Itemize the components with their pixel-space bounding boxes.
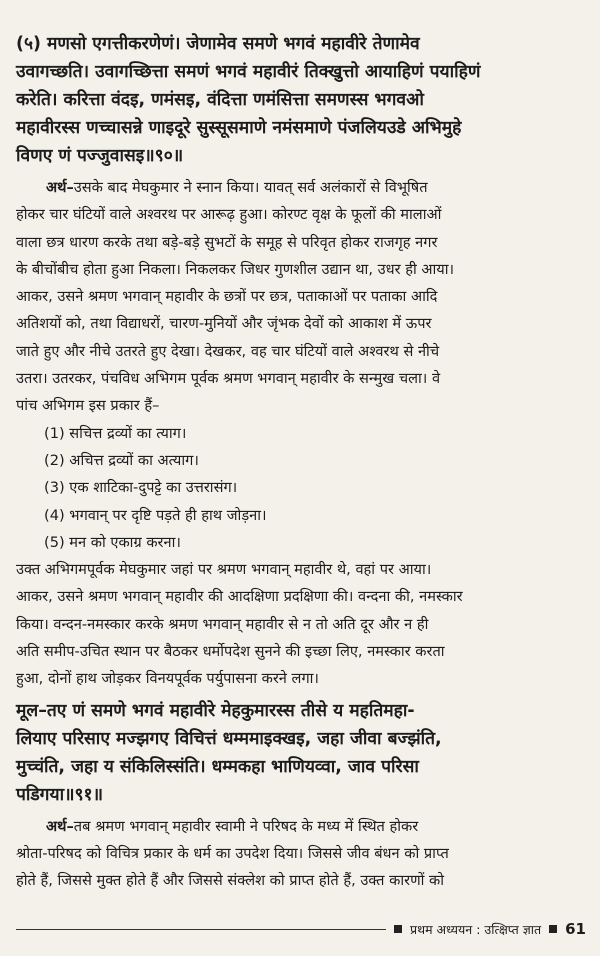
artha-paragraph-1 — [16, 174, 582, 420]
text-line: आकर, उसने श्रमण भगवान् महावीर के छत्रों पर छत्र, पताकाओं पर पताका आदि — [16, 288, 438, 306]
text-line: उसके बाद मेघकुमार ने स्नान किया। यावत् सर्व अलंकारों से विभूषित — [73, 179, 428, 196]
artha-paragraph-2 — [16, 813, 582, 895]
paragraph-2 — [16, 556, 582, 692]
text-line: वाला छत्र धारण करके तथा बड़े-बड़े सुभटों के समूह से परिवृत होकर राजगृह नगर — [16, 233, 438, 251]
mula-label: मूल– — [16, 700, 47, 721]
text-line: उतरा। उतरकर, पंचविध अभिगम पूर्वक श्रमण भगवान् महावीर के सन्मुख चला। वे — [16, 370, 441, 388]
abhigam-list — [16, 420, 582, 556]
chapter-title: प्रथम अध्ययन : उत्क्षिप्त ज्ञात — [409, 921, 542, 937]
text-line: श्रोता-परिषद को विचित्र प्रकार के धर्म का उपदेश दिया। जिससे जीव बंधन को प्राप्त — [16, 844, 449, 862]
text-line: जाते हुए और नीचे उतरते हुए देखा। देखकर, वह चार घंटियों वाले अश्वरथ से नीचे — [16, 342, 440, 360]
text-line: तब श्रमण भगवान् महावीर स्वामी ने परिषद के मध्य में स्थित होकर — [73, 817, 419, 835]
text-line: के बीचोंबीच होता हुआ निकला। निकलकर जिधर गुणशील उद्यान था, उधर ही आया। — [16, 260, 455, 278]
text-line: महावीरस्स णच्चासन्ने णाइदूरे सुस्सूसमाणे नमंसमाणे पंजलियउडे अभिमुहे — [16, 118, 462, 138]
text-line: आकर, उसने श्रमण भगवान् महावीर की आदक्षिणा प्रदक्षिणा की। वन्दना की, नमस्कार — [16, 588, 463, 606]
mula-text-90 — [16, 30, 582, 170]
text-line: अतिशयों को, तथा विद्याधरों, चारण-मुनियों और जृंभक देवों को आकाश में ऊपर — [16, 315, 432, 333]
text-line: लियाए परिसाए मज्झगए विचित्तं धम्ममाइक्खइ, जहा जीवा बज्झंति, — [16, 728, 442, 749]
text-line: उक्त अभिगमपूर्वक मेघकुमार जहां पर श्रमण भगवान् महावीर थे, वहां पर आया। — [16, 561, 432, 579]
text-line: होकर चार घंटियों वाले अश्वरथ पर आरूढ़ हुआ। कोरण्ट वृक्ष के फूलों की मालाओं — [16, 206, 442, 224]
text-line: अति समीप-उचित स्थान पर बैठकर धर्मोपदेश सुनने की इच्छा लिए, नमस्कार करता — [16, 643, 445, 661]
text-line: करेति। करित्ता वंदइ, णमंसइ, वंदित्ता णमंसित्ता समणस्स भगवओ — [16, 90, 424, 110]
page-number: 61 — [565, 920, 586, 938]
artha-label: अर्थ– — [46, 179, 74, 196]
text-line: उवागच्छति। उवागच्छित्ता समणं भगवं महावीरं तिक्खुत्तो आयाहिणं पयाहिणं — [16, 62, 481, 82]
text-line: मुच्चंति, जहा य संकिलिस्संति। धम्मकहा भाणियव्वा, जाव परिसा — [16, 756, 419, 777]
text-line: किया। वन्दन-नमस्कार करके श्रमण भगवान् महावीर से न तो अति दूर और न ही — [16, 615, 429, 633]
text-line: पडिगया॥९१॥ — [16, 784, 103, 805]
text-line: विणए णं पज्जुवासइ॥९०॥ — [16, 146, 184, 166]
text-line: हुआ, दोनों हाथ जोड़कर विनयपूर्वक पर्युपासना करने लगा। — [16, 670, 319, 688]
artha-label: अर्थ– — [46, 817, 74, 835]
list-item: (2) अचित्त द्रव्यों का अत्याग। — [44, 451, 199, 469]
list-item: (5) मन को एकाग्र करना। — [44, 533, 181, 551]
text-line: (५) मणसो एगत्तीकरणेणं। जेणामेव समणे भगवं महावीरे तेणामेव — [16, 34, 420, 54]
list-item: (4) भगवान् पर दृष्टि पड़ते ही हाथ जोड़ना। — [44, 506, 267, 524]
square-bullet-icon — [549, 925, 557, 933]
mula-text-91 — [16, 697, 582, 809]
text-line: पांच अभिगम इस प्रकार हैं– — [16, 397, 160, 415]
text-line: होते हैं, जिससे मुक्त होते हैं और जिससे संक्लेश को प्राप्त होते हैं, उक्त कारणों को — [16, 872, 445, 890]
page-footer — [16, 920, 586, 938]
text-line: तए णं समणे भगवं महावीरे मेहकुमारस्स तीसे य महतिमहा- — [46, 700, 415, 721]
square-bullet-icon — [394, 925, 402, 933]
footer-rule — [16, 929, 386, 930]
list-item: (3) एक शाटिका-दुपट्टे का उत्तरासंग। — [44, 479, 238, 497]
list-item: (1) सचित्त द्रव्यों का त्याग। — [44, 424, 187, 442]
